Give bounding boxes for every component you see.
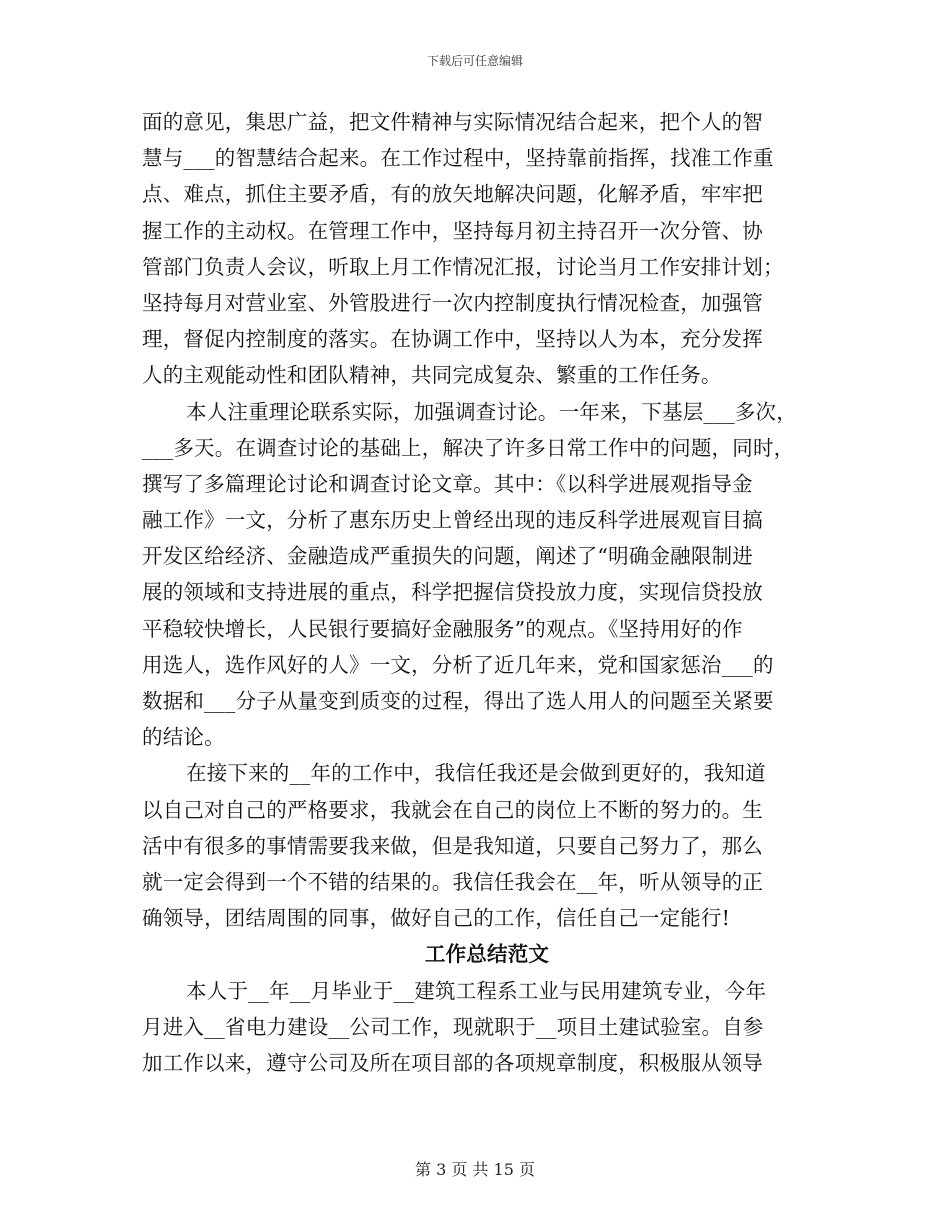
text-line: 用选人，选作风好的人》一文，分析了近几年来，党和国家惩治___的 <box>142 652 774 677</box>
text-line: 理，督促内控制度的落实。在协调工作中，坚持以人为本，充分发挥 <box>142 327 763 352</box>
text-line: 加工作以来，遵守公司及所在项目部的各项规章制度，积极服从领导 <box>142 1050 763 1075</box>
text-line: 展的领域和支持进展的重点，科学把握信贷投放力度，实现信贷投放 <box>142 580 763 605</box>
text-line: 确领导，团结周围的同事，做好自己的工作，信任自己一定能行! <box>142 906 731 931</box>
text-line: 点、难点，抓住主要矛盾，有的放矢地解决问题，化解矛盾，牢牢把 <box>142 182 763 207</box>
text-line: 的结论。 <box>142 725 225 750</box>
text-line: 开发区给经济、金融造成严重损失的问题，阐述了“明确金融限制进 <box>142 544 753 569</box>
page-header: 下载后可任意编辑 <box>426 54 523 68</box>
text-line: 本人注重理论联系实际，加强调查讨论。一年来，下基层___多次， <box>186 399 797 424</box>
text-line: 慧与___的智慧结合起来。在工作过程中，坚持靠前指挥，找准工作重 <box>142 146 774 171</box>
text-line: 坚持每月对营业室、外管股进行一次内控制度执行情况检查，加强管 <box>142 290 763 315</box>
text-line: 数据和___分子从量变到质变的过程，得出了选人用人的问题至关紧要 <box>142 689 774 713</box>
text-line: 人的主观能动性和团队精神，共同完成复杂、繁重的工作任务。 <box>142 363 722 388</box>
document-body <box>142 104 832 1081</box>
text-line: 平稳较快增长，人民银行要搞好金融服务”的观点。《坚持用好的作 <box>142 616 743 641</box>
page-footer: 第 3 页 共 15 页 <box>415 1160 535 1179</box>
text-line: 就一定会得到一个不错的结果的。我信任我会在__年，听从领导的正 <box>142 869 764 894</box>
text-line: 以自己对自己的严格要求，我就会在自己的岗位上不断的努力的。生 <box>142 797 763 822</box>
text-line: 融工作》一文，分析了惠东历史上曾经出现的违反科学进展观盲目搞 <box>142 508 763 533</box>
text-line: ___多天。在调查讨论的基础上，解决了许多日常工作中的问题，同时， <box>142 435 795 460</box>
text-line: 在接下来的__年的工作中，我信任我还是会做到更好的，我知道 <box>186 761 766 786</box>
text-line: 面的意见，集思广益，把文件精神与实际情况结合起来，把个人的智 <box>142 110 763 134</box>
text-line: 握工作的主动权。在管理工作中，坚持每月初主持召开一次分管、协 <box>142 218 763 243</box>
text-line: 月进入__省电力建设__公司工作，现就职于__项目土建试验室。自参 <box>142 1014 764 1039</box>
text-line: 撰写了多篇理论讨论和调查讨论文章。其中：《以科学进展观指导金 <box>142 471 753 496</box>
section-heading: 工作总结范文 <box>424 942 550 967</box>
text-line: 本人于__年__月毕业于__建筑工程系工业与民用建筑专业，今年 <box>186 978 767 1003</box>
text-line: 活中有很多的事情需要我来做，但是我知道，只要自己努力了，那么 <box>142 833 763 858</box>
text-line: 管部门负责人会议，听取上月工作情况汇报，讨论当月工作安排计划； <box>142 254 784 279</box>
